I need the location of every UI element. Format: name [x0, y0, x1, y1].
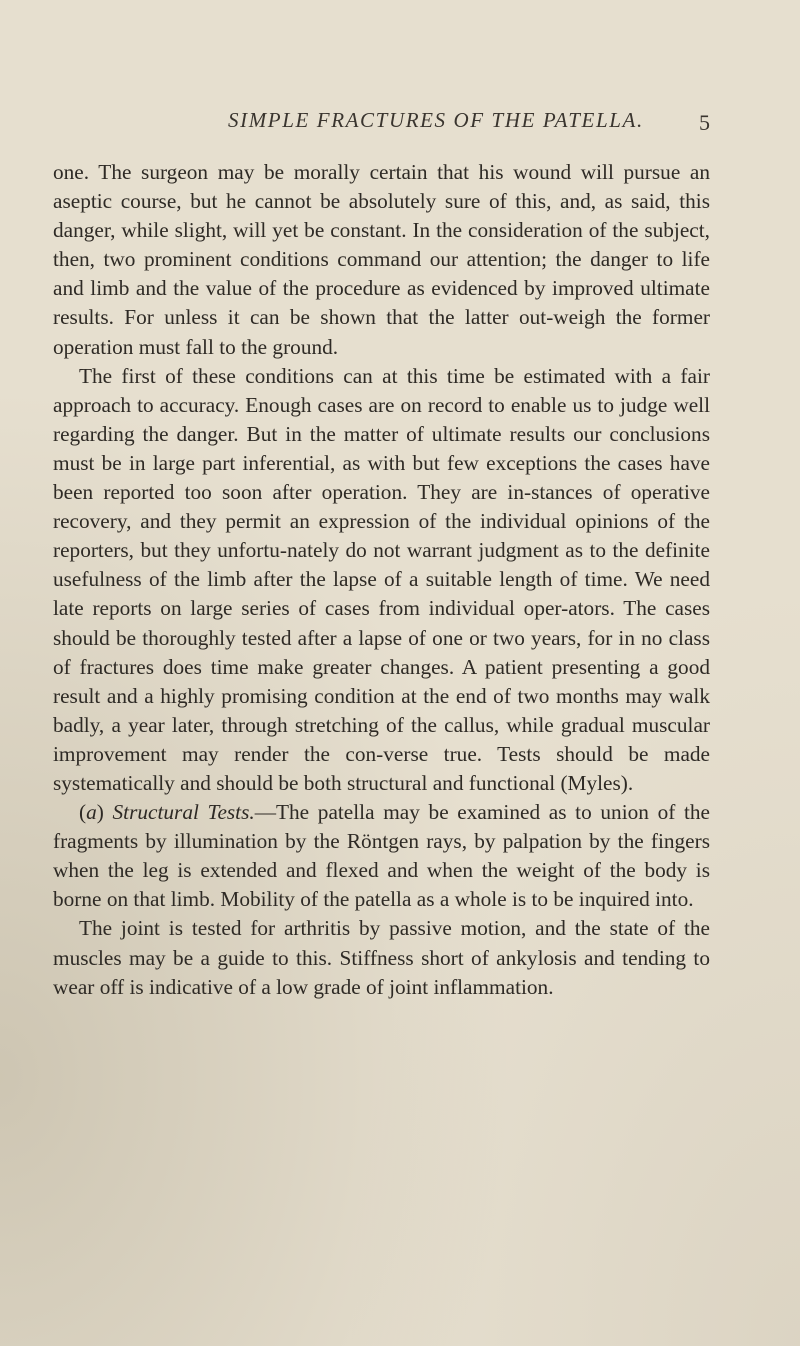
body-text [53, 158, 710, 1002]
section-text: —The patella may be examined as to union of the fragments by illumination by the Röntgen rays, by palpation by the fingers when the leg is extended and flexed and when the weight of the body is borne on that limb. Mobility of the patella as a whole is to be inquired into. [53, 800, 710, 912]
page-number: 5 [699, 110, 710, 135]
running-head [0, 102, 800, 142]
section-label-close: ) [96, 800, 104, 825]
running-title: SIMPLE FRACTURES OF THE PATELLA. [228, 108, 644, 132]
paragraph-structural-tests [53, 798, 710, 914]
section-heading: Structural Tests. [112, 800, 255, 825]
paragraph-continuation: one. The surgeon may be morally certain that his wound will pursue an aseptic course, but he cannot be absolutely sure of this, and, as said, this danger, while slight, will yet be constant. In the consideration of the subject, then, two prominent conditions command our attention; the danger to life and limb and the value of the procedure as evidenced by improved ultimate results. For unless it can be shown that the latter out-weigh the former operation must fall to the ground. [53, 160, 710, 359]
paragraph-arthritis: The joint is tested for arthritis by passive motion, and the state of the muscles may be a guide to this. Stiffness short of ankylosis and tending to wear off is indicative of a low grade of joint inflammation. [53, 916, 710, 999]
section-label-letter: a [86, 800, 97, 825]
section-label-open: ( [79, 800, 87, 825]
paragraph-conditions: The first of these conditions can at this time be estimated with a fair approach to accuracy. Enough cases are on record to enable us to judge well regarding the danger. But in the matter of ultimate results our conclusions must be in large part inferential, as with but few exceptions the cases have been reported too soon after operation. They are in-stances of operative recovery, and they permit an expression of the individual opinions of the reporters, but they unfortu-nately do not warrant judgment as to the definite usefulness of the limb after the lapse of a suitable length of time. We need late reports on large series of cases from individual oper-ators. The cases should be thoroughly tested after a lapse of one or two years, for in no class of fractures does time make greater changes. A patient presenting a good result and a highly promising condition at the end of two months may walk badly, a year later, through stretching of the callus, while gradual muscular improvement may render the con-verse true. Tests should be made systematically and should be both structural and functional (Myles). [53, 363, 710, 795]
